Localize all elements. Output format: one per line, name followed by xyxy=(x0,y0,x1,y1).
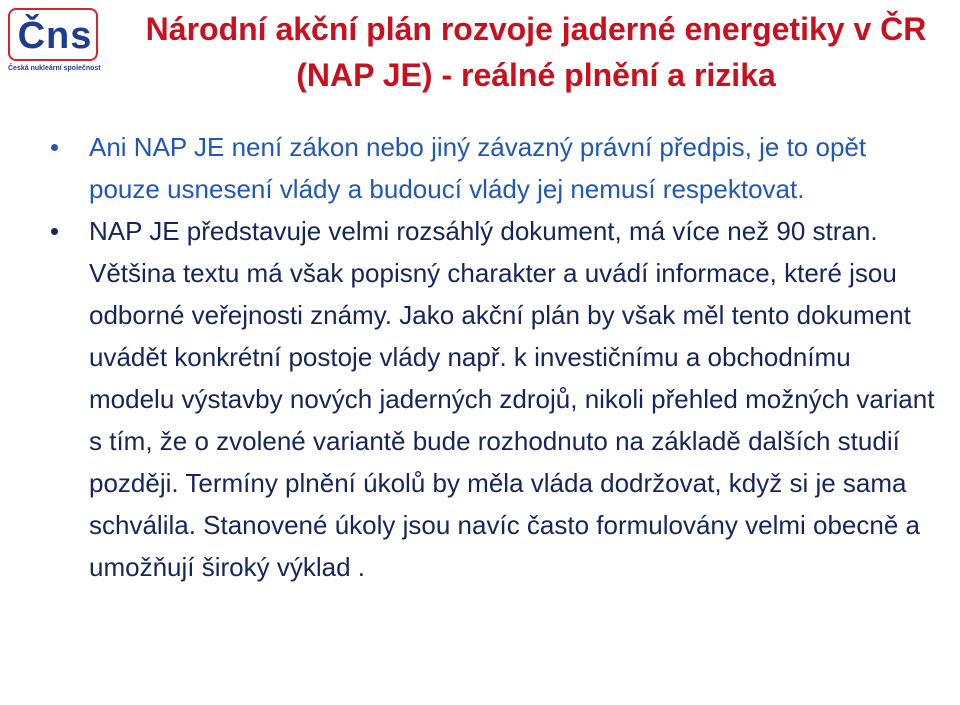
bullet-item xyxy=(40,126,940,210)
bullet-text: Ani NAP JE není zákon nebo jiný závazný právní předpis, je to opět pouze usnesení vlády a budoucí vlády jej nemusí respektovat. xyxy=(89,132,867,204)
bullet-dot-icon xyxy=(51,144,58,151)
bullet-text: NAP JE představuje velmi rozsáhlý dokument, má více než 90 stran. Většina textu má však popisný charakter a uvádí informace, které jsou odborné veřejnosti známy. Jako akční plán by však měl tento dokument uvádět konkrétní postoje vlády např. k investičnímu a obchodnímu modelu výstavby nových jaderných zdrojů, nikoli přehled možných variant s tím, že o zvolené variantě bude rozhodnuto na základě dalších studií později. Termíny plnění úkolů by měla vláda dodržovat, když si je sama schválila. Stanovené úkoly jsou navíc často formulovány velmi obecně a umožňují široký výklad . xyxy=(89,216,935,582)
logo xyxy=(8,8,100,76)
logo-subtitle: Česká nukleární společnost xyxy=(8,65,101,72)
logo-text: Čns xyxy=(17,15,93,57)
logo-frame xyxy=(8,8,98,61)
bullet-list xyxy=(40,126,940,588)
slide-title: Národní akční plán rozvoje jaderné energetiky v ČR (NAP JE) - reálné plnění a rizika xyxy=(145,11,927,93)
bullet-dot-icon xyxy=(51,228,58,235)
bullet-item xyxy=(40,210,940,588)
